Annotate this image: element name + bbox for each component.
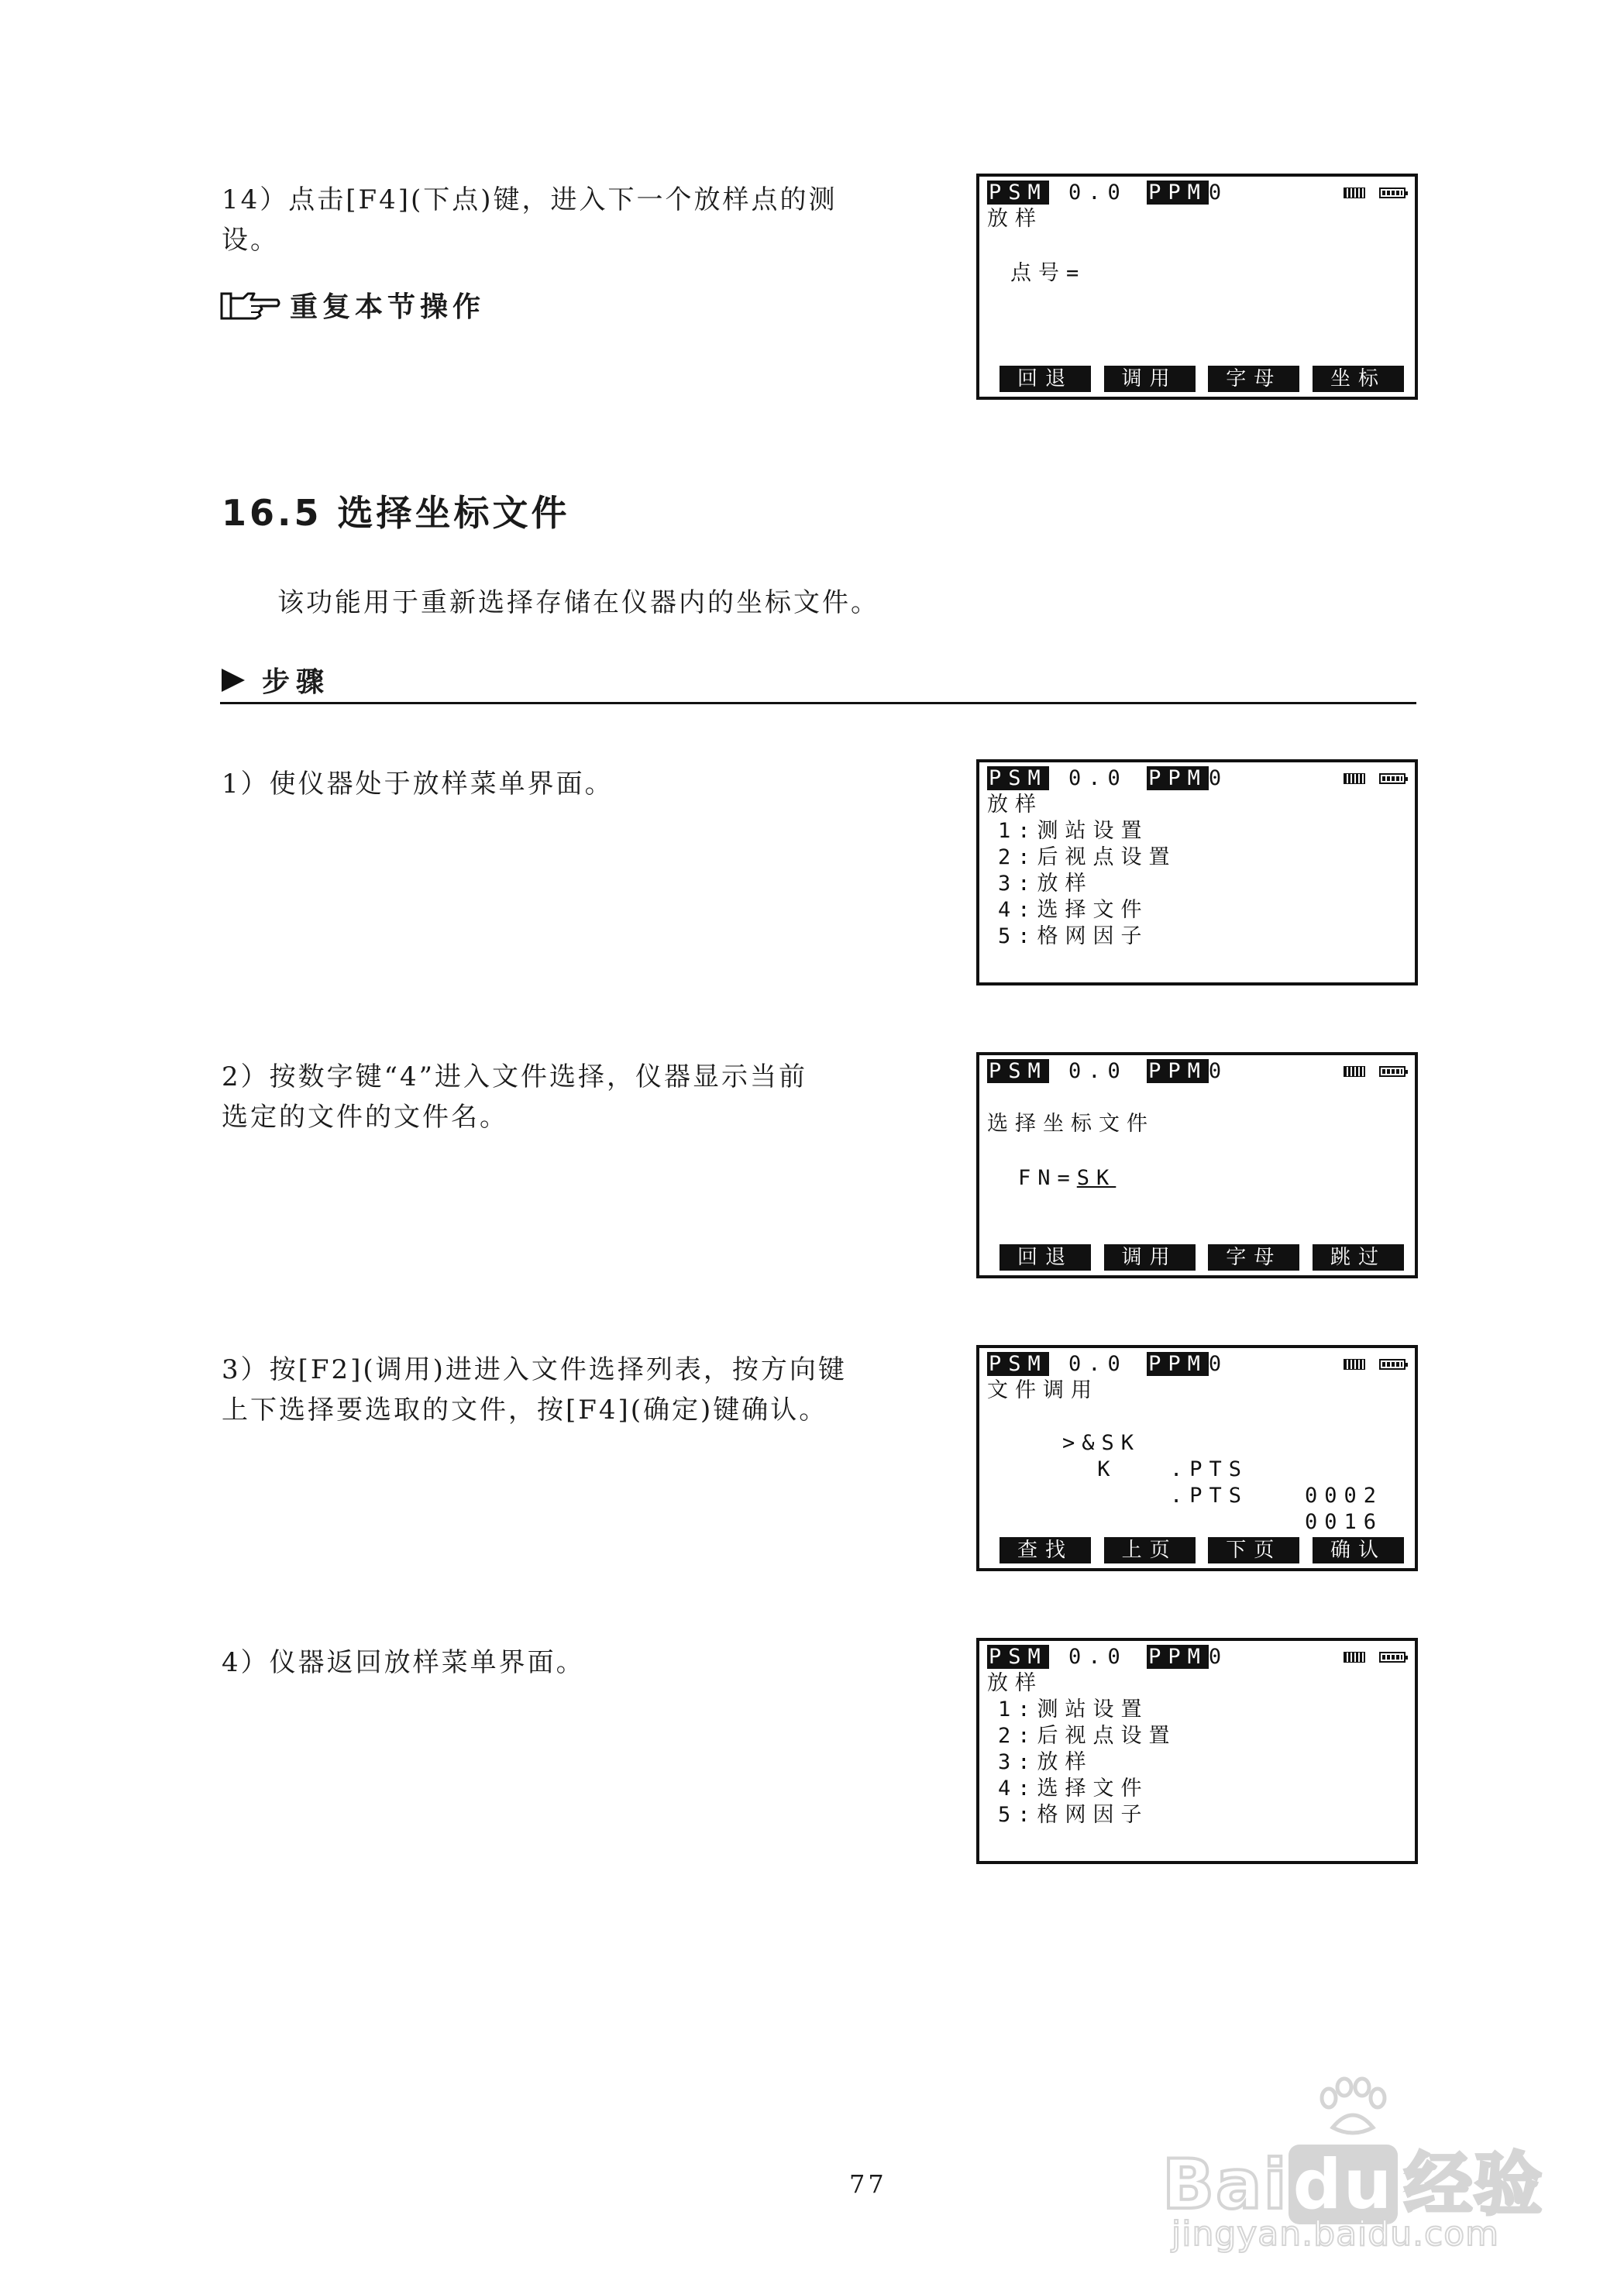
signal-icon xyxy=(1344,1652,1365,1663)
psm-label: PSM xyxy=(989,181,1048,205)
signal-icon xyxy=(1344,1066,1365,1077)
status-bar: PSM 0.0 PPM0 xyxy=(989,766,1229,790)
triangle-bullet-icon xyxy=(220,667,246,693)
psm-value: 0.0 xyxy=(1048,181,1147,205)
screen-title: 选择坐标文件 xyxy=(987,1112,1154,1136)
repeat-note-label: 重复本节操作 xyxy=(290,291,486,323)
softkey-f1[interactable]: 查找 xyxy=(1000,1537,1091,1563)
step14-text-line1: 14）点击[F4](下点)键，进入下一个放样点的测 xyxy=(222,184,838,215)
status-icons xyxy=(1344,1650,1406,1664)
softkey-f1[interactable]: 回退 xyxy=(1000,1244,1091,1271)
lcd-screen-select-file xyxy=(976,1052,1418,1278)
step-2-text-line1: 2）按数字键“4”进入文件选择，仪器显示当前 xyxy=(222,1061,808,1092)
status-bar: PSM 0.0 PPM0 xyxy=(989,1352,1229,1376)
watermark-url: jingyan.baidu.com xyxy=(1172,2214,1500,2254)
softkey-f3[interactable]: 下页 xyxy=(1208,1537,1299,1563)
battery-icon xyxy=(1379,1652,1406,1663)
step-1-text: 1）使仪器处于放样菜单界面。 xyxy=(222,769,614,800)
file-name-field[interactable]: FN=SK xyxy=(1018,1166,1116,1190)
section-intro: 该功能用于重新选择存储在仪器内的坐标文件。 xyxy=(277,587,879,618)
lcd-screen-point-number xyxy=(976,174,1418,400)
battery-icon xyxy=(1379,1066,1406,1077)
repeat-note xyxy=(220,285,485,325)
ppm-label: PPM xyxy=(1148,181,1207,205)
softkey-f2[interactable]: 上页 xyxy=(1104,1537,1196,1563)
file-row[interactable]: >&SK .PTS 0002 xyxy=(1062,1431,1384,1508)
status-icons xyxy=(1344,1357,1406,1371)
cursor-marker: > xyxy=(1062,1431,1082,1455)
signal-icon xyxy=(1344,773,1365,784)
softkey-f3[interactable]: 字母 xyxy=(1208,366,1299,392)
battery-icon xyxy=(1379,773,1406,784)
lcd-screen-menu-return xyxy=(976,1638,1418,1864)
section-title: 16.5 选择坐标文件 xyxy=(222,492,570,534)
step-3-text-line1: 3）按[F2](调用)进进入文件选择列表，按方向键 xyxy=(222,1354,847,1385)
menu-item-1[interactable]: 1:测站设置 xyxy=(998,819,1149,843)
file-row[interactable]: K .PTS 0016 xyxy=(1097,1457,1384,1534)
screen-title: 文件调用 xyxy=(987,1378,1099,1402)
status-bar: PSM 0.0 PPM0 xyxy=(989,1059,1229,1083)
status-icons xyxy=(1344,772,1406,786)
menu-item-4[interactable]: 4:选择文件 xyxy=(998,1777,1149,1801)
lcd-screen-menu xyxy=(976,759,1418,985)
screen-title: 放样 xyxy=(987,207,1043,231)
softkey-f1[interactable]: 回退 xyxy=(1000,366,1091,392)
signal-icon xyxy=(1344,1359,1365,1370)
file-name-value: SK xyxy=(1076,1166,1116,1190)
steps-heading-label: 步骤 xyxy=(262,666,331,698)
menu-item-2[interactable]: 2:后视点设置 xyxy=(998,845,1177,869)
point-number-field: 点号= xyxy=(1010,261,1086,285)
watermark-brand: Bai xyxy=(1162,2145,1289,2224)
signal-icon xyxy=(1344,187,1365,198)
softkey-bar xyxy=(1000,1537,1404,1563)
divider xyxy=(220,702,1416,704)
softkey-bar xyxy=(1000,366,1404,392)
status-bar xyxy=(987,180,1228,206)
page-number: 77 xyxy=(849,2169,887,2199)
step-4-text: 4）仪器返回放样菜单界面。 xyxy=(222,1647,585,1678)
ppm-value: 0 xyxy=(1208,181,1229,205)
lcd-screen-file-list xyxy=(976,1345,1418,1571)
menu-item-3[interactable]: 3:放样 xyxy=(998,872,1093,896)
softkey-f3[interactable]: 字母 xyxy=(1208,1244,1299,1271)
status-bar: PSM 0.0 PPM0 xyxy=(989,1645,1229,1669)
menu-item-5[interactable]: 5:格网因子 xyxy=(998,924,1149,948)
screen-title: 放样 xyxy=(987,793,1043,817)
battery-icon xyxy=(1379,1359,1406,1370)
menu-item-5[interactable]: 5:格网因子 xyxy=(998,1803,1149,1827)
softkey-f4[interactable]: 跳过 xyxy=(1313,1244,1404,1271)
step-2-text-line2: 选定的文件的文件名。 xyxy=(222,1102,508,1133)
steps-heading xyxy=(220,660,330,700)
menu-item-3[interactable]: 3:放样 xyxy=(998,1750,1093,1774)
menu-item-2[interactable]: 2:后视点设置 xyxy=(998,1724,1177,1748)
softkey-f2[interactable]: 调用 xyxy=(1104,366,1196,392)
battery-icon xyxy=(1379,187,1406,198)
screen-title: 放样 xyxy=(987,1671,1043,1695)
baidu-watermark: Baidu 经验 jingyan.baidu.com xyxy=(1162,2076,1565,2262)
softkey-f4[interactable]: 确认 xyxy=(1313,1537,1404,1563)
status-icons xyxy=(1344,186,1406,200)
step14-text-line2: 设。 xyxy=(222,225,279,256)
softkey-f2[interactable]: 调用 xyxy=(1104,1244,1196,1271)
softkey-f4[interactable]: 坐标 xyxy=(1313,366,1404,392)
paw-icon xyxy=(1309,2076,1395,2138)
status-icons xyxy=(1344,1065,1406,1078)
pointing-hand-icon xyxy=(220,289,282,322)
menu-item-1[interactable]: 1:测站设置 xyxy=(998,1698,1149,1722)
softkey-bar xyxy=(1000,1244,1404,1271)
menu-item-4[interactable]: 4:选择文件 xyxy=(998,898,1149,922)
step-3-text-line2: 上下选择要选取的文件，按[F4](确定)键确认。 xyxy=(222,1395,828,1426)
